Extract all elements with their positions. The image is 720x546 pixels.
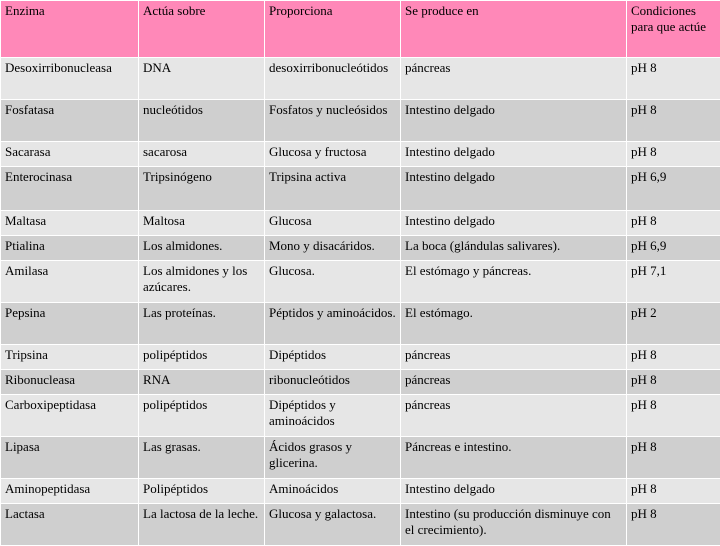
table-row [1,167,720,211]
cell-enzima: Pepsina [1,303,139,345]
cell-enzima: Lipasa [1,437,139,479]
table-row [1,58,720,100]
cell-actua-sobre: polipéptidos [139,395,265,437]
cell-proporciona: Fosfatos y nucleósidos [265,100,401,142]
cell-enzima: Carboxipeptidasa [1,395,139,437]
cell-enzima: Fosfatasa [1,100,139,142]
cell-condiciones: pH 8 [627,479,720,504]
cell-se-produce-en: Intestino delgado [401,167,627,211]
cell-actua-sobre: Los almidones y los azúcares. [139,261,265,303]
cell-condiciones: pH 8 [627,345,720,370]
cell-proporciona: ribonucleótidos [265,370,401,395]
header-condiciones: Condiciones para que actúe [627,1,720,58]
cell-condiciones: pH 8 [627,370,720,395]
cell-actua-sobre: Tripsinógeno [139,167,265,211]
cell-se-produce-en: El estómago y páncreas. [401,261,627,303]
cell-se-produce-en: Intestino delgado [401,142,627,167]
header-actua-sobre: Actúa sobre [139,1,265,58]
table-row [1,479,720,504]
table-row [1,395,720,437]
cell-proporciona: Glucosa y fructosa [265,142,401,167]
header-row [1,1,720,58]
cell-enzima: Desoxirribonucleasa [1,58,139,100]
cell-actua-sobre: RNA [139,370,265,395]
cell-enzima: Aminopeptidasa [1,479,139,504]
cell-actua-sobre: sacarosa [139,142,265,167]
cell-condiciones: pH 6,9 [627,167,720,211]
cell-condiciones: pH 8 [627,100,720,142]
table-row [1,261,720,303]
table-row [1,504,720,546]
cell-enzima: Sacarasa [1,142,139,167]
table-row [1,345,720,370]
cell-se-produce-en: páncreas [401,345,627,370]
cell-enzima: Ptialina [1,236,139,261]
table-row [1,437,720,479]
header-se-produce-en: Se produce en [401,1,627,58]
cell-condiciones: pH 8 [627,211,720,236]
cell-se-produce-en: Intestino delgado [401,100,627,142]
cell-enzima: Maltasa [1,211,139,236]
cell-se-produce-en: páncreas [401,58,627,100]
cell-se-produce-en: Páncreas e intestino. [401,437,627,479]
header-enzima: Enzima [1,1,139,58]
cell-actua-sobre: nucleótidos [139,100,265,142]
cell-actua-sobre: Los almidones. [139,236,265,261]
cell-condiciones: pH 8 [627,504,720,546]
cell-se-produce-en: Intestino delgado [401,479,627,504]
cell-proporciona: Ácidos grasos y glicerina. [265,437,401,479]
cell-proporciona: Tripsina activa [265,167,401,211]
cell-proporciona: Dipéptidos [265,345,401,370]
cell-actua-sobre: Polipéptidos [139,479,265,504]
cell-condiciones: pH 8 [627,437,720,479]
cell-proporciona: Glucosa. [265,261,401,303]
cell-actua-sobre: polipéptidos [139,345,265,370]
table-row [1,370,720,395]
cell-se-produce-en: Intestino (su producción disminuye con el crecimiento). [401,504,627,546]
cell-condiciones: pH 8 [627,142,720,167]
cell-condiciones: pH 8 [627,58,720,100]
cell-actua-sobre: DNA [139,58,265,100]
cell-se-produce-en: páncreas [401,370,627,395]
cell-proporciona: Péptidos y aminoácidos. [265,303,401,345]
cell-se-produce-en: La boca (glándulas salivares). [401,236,627,261]
cell-se-produce-en: páncreas [401,395,627,437]
table-row [1,142,720,167]
cell-proporciona: Aminoácidos [265,479,401,504]
cell-enzima: Amilasa [1,261,139,303]
cell-se-produce-en: El estómago. [401,303,627,345]
cell-proporciona: Glucosa y galactosa. [265,504,401,546]
cell-actua-sobre: Maltosa [139,211,265,236]
cell-actua-sobre: La lactosa de la leche. [139,504,265,546]
cell-enzima: Lactasa [1,504,139,546]
cell-actua-sobre: Las proteínas. [139,303,265,345]
cell-condiciones: pH 7,1 [627,261,720,303]
header-proporciona: Proporciona [265,1,401,58]
cell-proporciona: Mono y disacáridos. [265,236,401,261]
cell-proporciona: Glucosa [265,211,401,236]
cell-condiciones: pH 6,9 [627,236,720,261]
table-row [1,236,720,261]
table-row [1,211,720,236]
cell-enzima: Ribonucleasa [1,370,139,395]
cell-enzima: Enterocinasa [1,167,139,211]
cell-proporciona: Dipéptidos y aminoácidos [265,395,401,437]
cell-condiciones: pH 2 [627,303,720,345]
cell-se-produce-en: Intestino delgado [401,211,627,236]
table-row [1,303,720,345]
cell-condiciones: pH 8 [627,395,720,437]
cell-proporciona: desoxirribonucleótidos [265,58,401,100]
table-row [1,100,720,142]
cell-enzima: Tripsina [1,345,139,370]
cell-actua-sobre: Las grasas. [139,437,265,479]
